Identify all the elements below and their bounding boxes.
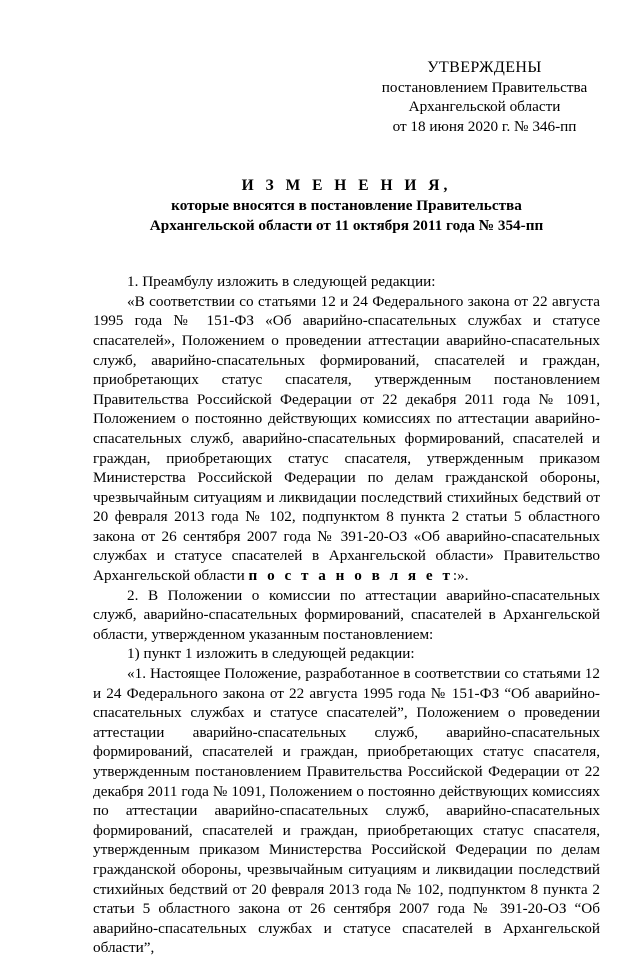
- approval-line-1: постановлением Правительства: [381, 78, 588, 96]
- title-line-1: И З М Е Н Е Н И Я,: [241, 177, 452, 195]
- approval-line-3: от 18 июня 2020 г. № 346-пп: [392, 117, 577, 135]
- paragraph-2-end: :».: [452, 567, 469, 585]
- paragraph-2: [93, 292, 600, 586]
- document-title: [93, 176, 600, 235]
- title-line-3: Архангельской области от 11 октября 2011 года № 354-пп: [149, 216, 544, 234]
- title-line-2: которые вносятся в постановление Правительства: [171, 196, 522, 214]
- paragraph-4: 1) пункт 1 изложить в следующей редакции:: [127, 645, 415, 663]
- approval-block: [369, 58, 600, 136]
- paragraph-2-text: «В соответствии со статьями 12 и 24 Федерального закона от 22 августа 1995 года № 151-ФЗ «Об аварийно-спасательных службах и статусе спасателей», Положением о проведении аттестации аварийно-спасательных служб, аварийно-спасательных формирований, спасателей и граждан, приобретающих статус спасателя, утвержденным постановлением Правительства Российской Федерации от 22 декабря 2011 года № 1091, Положением о постоянно действующих комиссиях по аттестации аварийно-спасательных служб, аварийно-спасательных формирований, спасателей и граждан, приобретающих статус спасателя, утвержденным приказом Министерства Российской Федерации по делам гражданской обороны, чрезвычайным ситуациям и ликвидации последствий стихийных бедствий от 20 февраля 2013 года № 102, подпунктом 8 пункта 2 статьи 5 областного закона от 26 сентября 2007 года № 391-20-ОЗ «Об аварийно-спасательных службах и статусе спасателей в Архангельской области» Правительство Архангельской области: [93, 292, 600, 585]
- approval-heading: УТВЕРЖДЕНЫ: [427, 59, 542, 76]
- document-body: [93, 272, 600, 958]
- paragraph-2-decree-word: п о с т а н о в л я е т: [248, 567, 453, 585]
- paragraph-1: 1. Преамбулу изложить в следующей редакции:: [127, 273, 436, 291]
- paragraph-5: «1. Настоящее Положение, разработанное в соответствии со статьями 12 и 24 Федерального закона от 22 августа 1995 года № 151-ФЗ “Об аварийно-спасательных службах и статусе спасателей”, Положением о проведении аттестации аварийно-спасательных служб, аварийно-спасательных формирований, спасателей и граждан, приобретающих статус спасателя, утвержденным постановлением Правительства Российской Федерации от 22 декабря 2011 года № 1091, Положением о постоянно действующих комиссиях по аттестации аварийно-спасательных служб, аварийно-спасательных формирований, спасателей и граждан, приобретающих статус спасателя, утвержденным приказом Министерства Российской Федерации по делам гражданской обороны, чрезвычайным ситуациям и ликвидации последствий стихийных бедствий от 20 февраля 2013 года № 102, подпунктом 8 пункта 2 статьи 5 областного закона от 26 сентября 2007 года № 391-20-ОЗ “Об аварийно-спасательных службах и статусе спасателей в Архангельской области”,: [93, 665, 600, 957]
- paragraph-3: 2. В Положении о комиссии по аттестации аварийно-спасательных служб, аварийно-спасательных формирований, спасателей в Архангельской области, утвержденном указанным постановлением:: [93, 586, 600, 643]
- approval-line-2: Архангельской области: [408, 98, 561, 116]
